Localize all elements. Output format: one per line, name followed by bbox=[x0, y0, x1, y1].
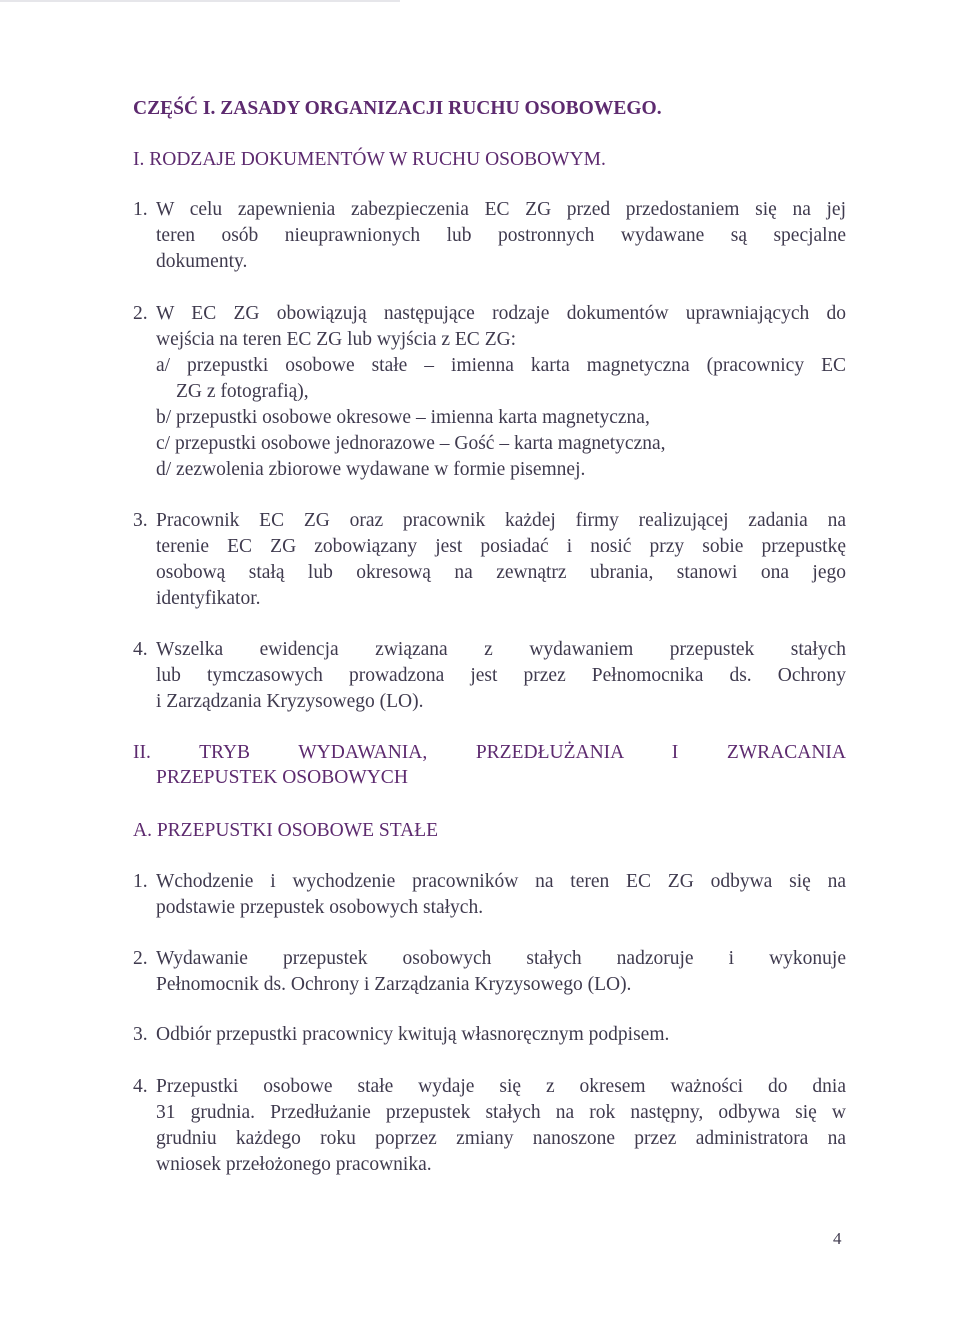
paragraph-line: 31 grudnia. Przedłużanie przepustek stałych na rok następny, odbywa się w bbox=[156, 1102, 846, 1123]
item-number: 1. bbox=[133, 871, 148, 892]
item-number: 2. bbox=[133, 948, 148, 969]
list-item: b/ przepustki osobowe okresowe – imienna karta magnetyczna, bbox=[156, 407, 650, 428]
paragraph-line: Pracownik EC ZG oraz pracownik każdej firmy realizującej zadania na bbox=[156, 510, 846, 531]
paragraph-line: Pełnomocnik ds. Ochrony i Zarządzania Kryzysowego (LO). bbox=[156, 974, 632, 995]
paragraph-line: wejścia na teren EC ZG lub wyjścia z EC ZG: bbox=[156, 329, 517, 350]
paragraph-line: W celu zapewnienia zabezpieczenia EC ZG przed przedostaniem się na jej bbox=[156, 199, 846, 220]
paragraph-line: podstawie przepustek osobowych stałych. bbox=[156, 897, 484, 918]
section-1-heading: I. RODZAJE DOKUMENTÓW W RUCHU OSOBOWYM. bbox=[133, 149, 606, 170]
paragraph-line: teren osób nieuprawnionych lub postronnych wydawane są specjalne bbox=[156, 225, 846, 246]
item-number: 3. bbox=[133, 510, 148, 531]
paragraph-line: Wydawanie przepustek osobowych stałych nadzoruje i wykonuje bbox=[156, 948, 846, 969]
paragraph-line: W EC ZG obowiązują następujące rodzaje dokumentów uprawniających do bbox=[156, 303, 846, 324]
paragraph-line: identyfikator. bbox=[156, 588, 261, 609]
subsection-a-heading: A. PRZEPUSTKI OSOBOWE STAŁE bbox=[133, 820, 439, 841]
paragraph-line: Odbiór przepustki pracownicy kwitują własnoręcznym podpisem. bbox=[156, 1024, 670, 1045]
item-number: 4. bbox=[133, 639, 148, 660]
item-number: 3. bbox=[133, 1024, 148, 1045]
list-item: d/ zezwolenia zbiorowe wydawane w formie pisemnej. bbox=[156, 459, 586, 480]
list-item: a/ przepustki osobowe stałe – imienna karta magnetyczna (pracownicy EC bbox=[156, 355, 846, 376]
paragraph-line: lub tymczasowych prowadzona jest przez Pełnomocnika ds. Ochrony bbox=[156, 665, 846, 686]
paragraph-line: Wszelka ewidencja związana z wydawaniem przepustek stałych bbox=[156, 639, 846, 660]
page-number: 4 bbox=[833, 1229, 842, 1248]
section-2-heading-line2: PRZEPUSTEK OSOBOWYCH bbox=[156, 767, 408, 788]
item-number: 2. bbox=[133, 303, 148, 324]
paragraph-line: Przepustki osobowe stałe wydaje się z okresem ważności do dnia bbox=[156, 1076, 846, 1097]
list-item-continuation: ZG z fotografią), bbox=[176, 381, 309, 402]
paragraph-line: i Zarządzania Kryzysowego (LO). bbox=[156, 691, 424, 712]
item-number: 4. bbox=[133, 1076, 148, 1097]
item-number: 1. bbox=[133, 199, 148, 220]
list-item: c/ przepustki osobowe jednorazowe – Gość – karta magnetyczna, bbox=[156, 433, 666, 454]
paragraph-line: osobową stałą lub okresową na zewnątrz ubrania, stanowi ona jego bbox=[156, 562, 846, 583]
part-heading: CZĘŚĆ I. ZASADY ORGANIZACJI RUCHU OSOBOWEGO. bbox=[133, 98, 662, 119]
paragraph-line: dokumenty. bbox=[156, 251, 248, 272]
paragraph-line: Wchodzenie i wychodzenie pracowników na teren EC ZG odbywa się na bbox=[156, 871, 846, 892]
paragraph-line: terenie EC ZG zobowiązany jest posiadać i nosić przy sobie przepustkę bbox=[156, 536, 846, 557]
paragraph-line: grudniu każdego roku poprzez zmiany nanoszone przez administratora na bbox=[156, 1128, 846, 1149]
section-2-heading-line1: II. TRYB WYDAWANIA, PRZEDŁUŻANIA I ZWRACANIA bbox=[133, 742, 846, 763]
paragraph-line: wniosek przełożonego pracownika. bbox=[156, 1154, 432, 1175]
